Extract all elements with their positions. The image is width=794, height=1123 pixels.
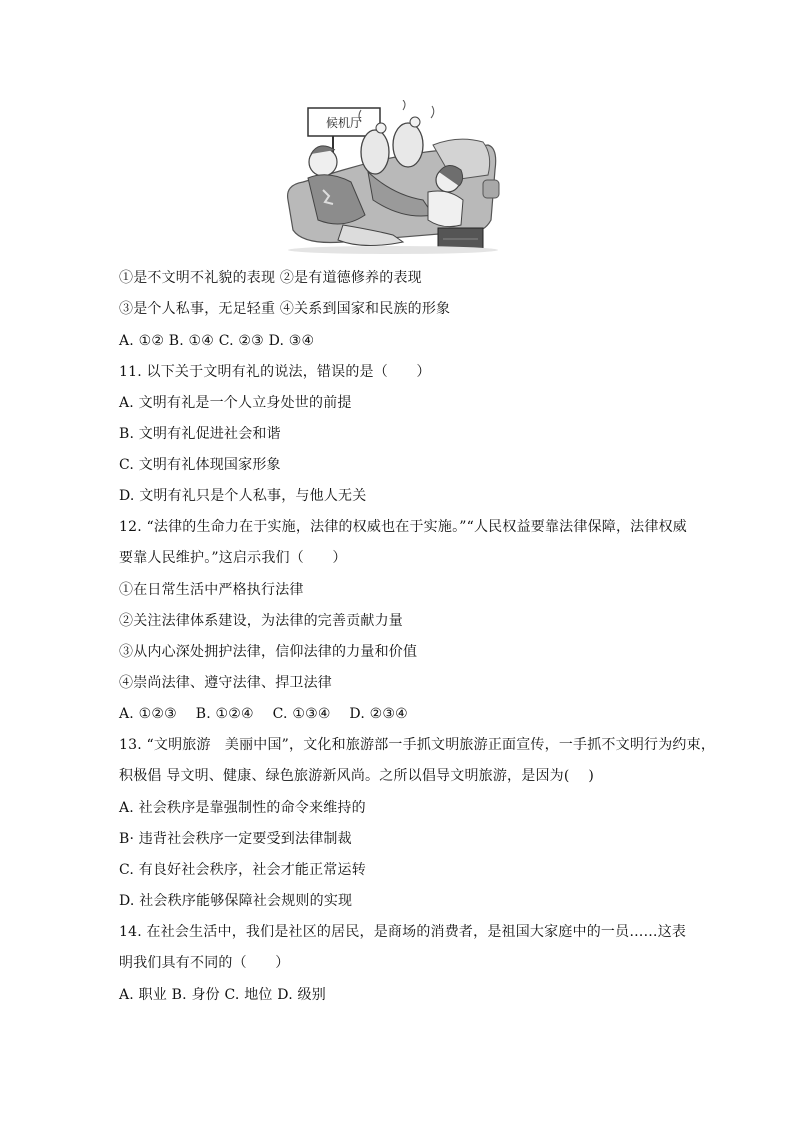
answer-choices-q10: A. ①② B. ①④ C. ②③ D. ③④ (119, 333, 315, 349)
q12-statement-2: ②关注法律体系建设，为法律的完善贡献力量 (119, 613, 403, 629)
q13-option-d: D. 社会秩序能够保障社会规则的实现 (119, 893, 353, 909)
q11-option-b: B. 文明有礼促进社会和谐 (119, 426, 281, 442)
q12-statement-4: ④崇尚法律、遵守法律、捍卫法律 (119, 675, 332, 691)
q13-option-b: B· 违背社会秩序一定要受到法律制裁 (119, 831, 352, 847)
q12-statement-3: ③从内心深处拥护法律，信仰法律的力量和价值 (119, 644, 418, 660)
answer-choices-q14: A. 职业 B. 身份 C. 地位 D. 级别 (119, 987, 326, 1003)
statement-options-3-4: ③是个人私事，无足轻重 ④关系到国家和民族的形象 (119, 301, 451, 317)
sign-label: 候机厅 (325, 116, 363, 130)
q13-option-a: A. 社会秩序是靠强制性的命令来维持的 (119, 800, 366, 816)
q11-option-d: D. 文明有礼只是个人私事，与他人无关 (119, 488, 367, 504)
question-14-stem-line1: 14. 在社会生活中，我们是社区的居民，是商场的消费者，是祖国大家庭中的一员……这表 (119, 924, 687, 940)
q13-option-c: C. 有良好社会秩序，社会才能正常运转 (119, 862, 366, 878)
question-11-stem: 11. 以下关于文明有礼的说法，错误的是（ ） (119, 364, 431, 380)
q11-option-a: A. 文明有礼是一个人立身处世的前提 (119, 395, 352, 411)
question-12-stem-line1: 12. “法律的生命力在于实施，法律的权威也在于实施。”“人民权益要靠法律保障，法律权威 (119, 519, 687, 535)
statement-options-1-2: ①是不文明不礼貌的表现 ②是有道德修养的表现 (119, 270, 422, 286)
question-14-stem-line2: 明我们具有不同的（ ） (119, 955, 290, 971)
answer-choices-q12: A. ①②③ B. ①②④ C. ①③④ D. ②③④ (119, 706, 408, 722)
q12-statement-1: ①在日常生活中严格执行法律 (119, 582, 304, 598)
q11-option-c: C. 文明有礼体现国家形象 (119, 457, 281, 473)
illustration-airport-lounge (283, 100, 505, 256)
question-13-stem-line2: 积极倡 导文明、健康、绿色旅游新风尚。之所以倡导文明旅游，是因为( ) (119, 768, 595, 784)
question-12-stem-line2: 要靠人民维护。”这启示我们（ ） (119, 550, 347, 566)
question-13-stem-line1: 13. “文明旅游 美丽中国”，文化和旅游部一手抓文明旅游正面宣传，一手抓不文明行为约束， (119, 737, 716, 753)
